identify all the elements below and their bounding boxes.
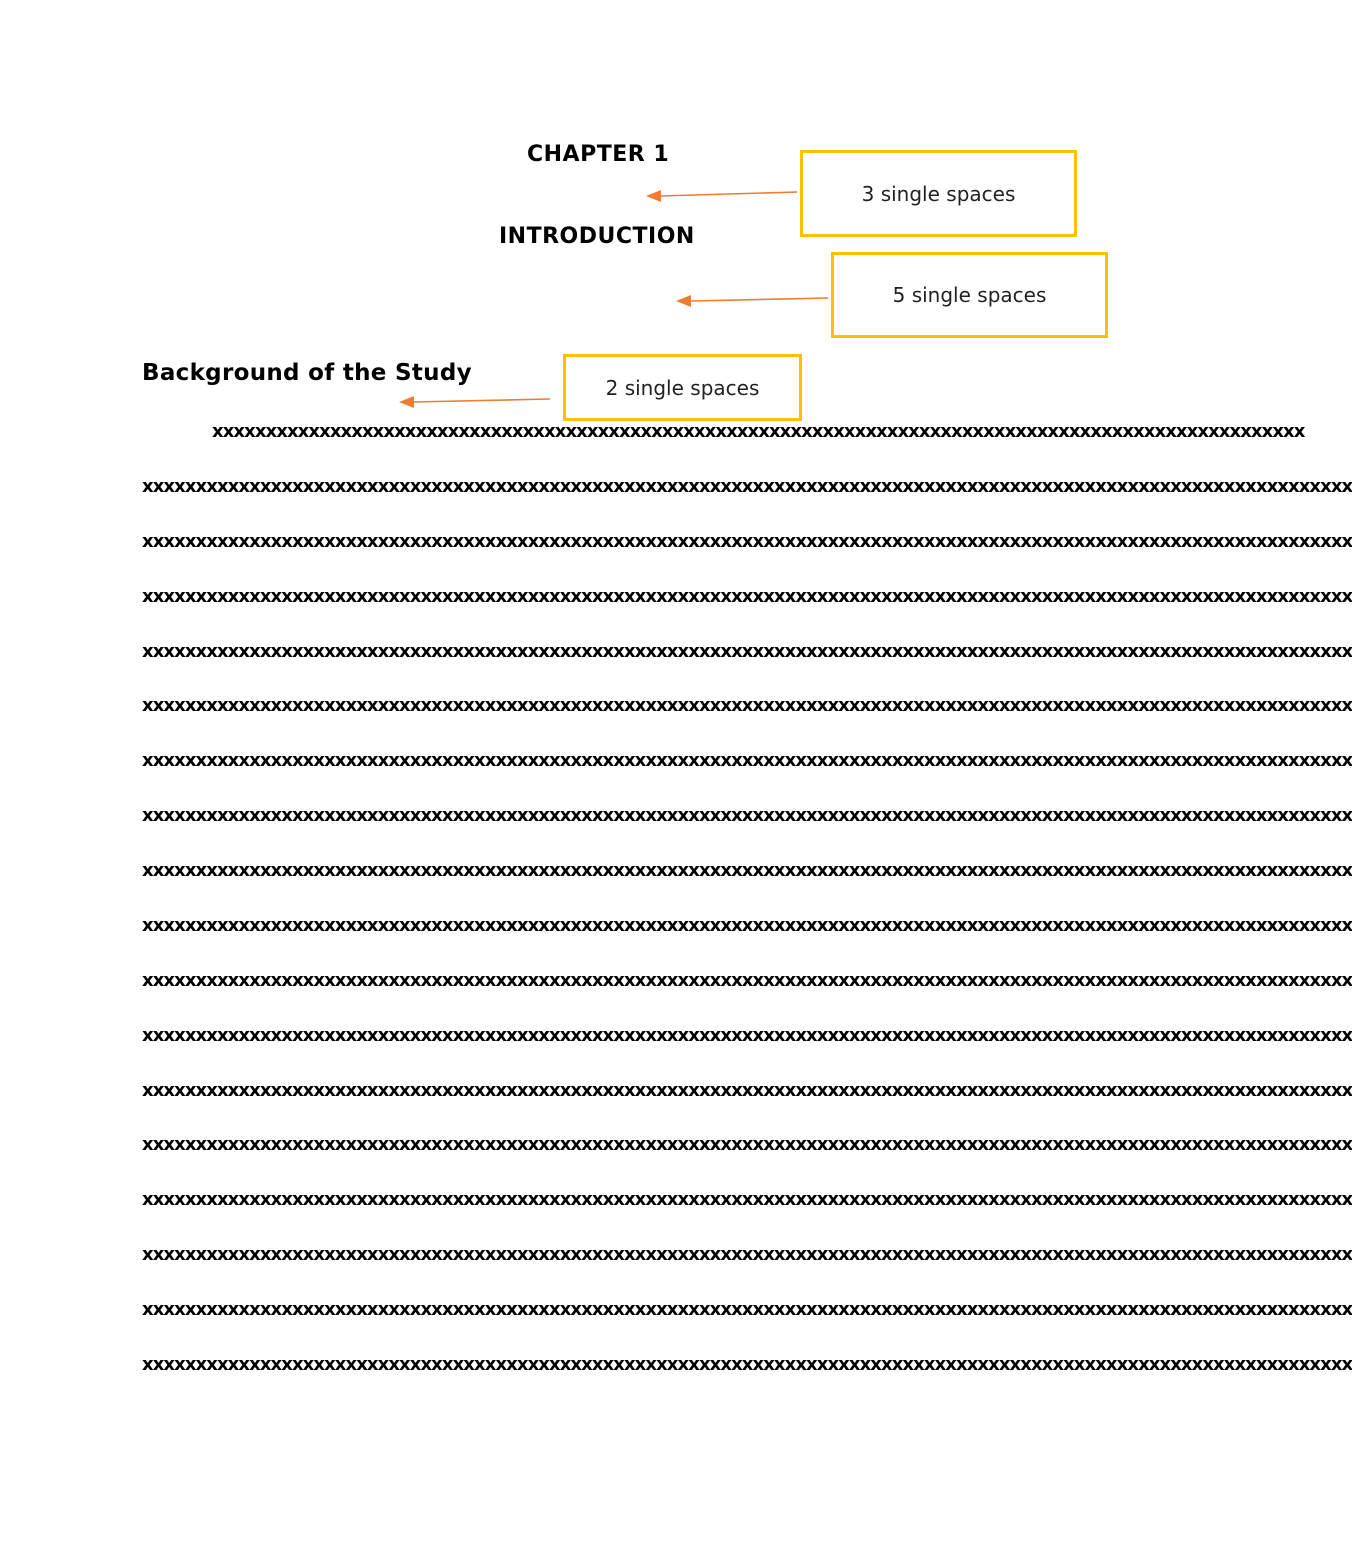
callout-3-single-spaces [800,150,1077,237]
callout-label: 2 single spaces [605,375,760,400]
body-line: xxxxxxxxxxxxxxxxxxxxxxxxxxxxxxxxxxxxxxxxxxxxxxxxxxxxxxxxxxxxxxxxxxxxxxxxxxxxxxxxxxxxxxxxxxxxxxxxxxxxxxxxxxxxxxxxx [142,805,1352,826]
chapter-name: INTRODUCTION [499,224,695,249]
body-line: xxxxxxxxxxxxxxxxxxxxxxxxxxxxxxxxxxxxxxxxxxxxxxxxxxxxxxxxxxxxxxxxxxxxxxxxxxxxxxxxxxxxxxxxxxxxxxxxxxxxxxxxxxxxxxxxx [142,641,1352,662]
body-line: xxxxxxxxxxxxxxxxxxxxxxxxxxxxxxxxxxxxxxxxxxxxxxxxxxxxxxxxxxxxxxxxxxxxxxxxxxxxxxxxxxxxxxxxxxxxxxxxxxxxxxxxxxxxxxxxx [142,586,1352,607]
body-line: xxxxxxxxxxxxxxxxxxxxxxxxxxxxxxxxxxxxxxxxxxxxxxxxxxxxxxxxxxxxxxxxxxxxxxxxxxxxxxxxxxxxxxxxxxxxxxxxxxxxxxxxxxxxxxxxx [142,970,1352,991]
body-line: xxxxxxxxxxxxxxxxxxxxxxxxxxxxxxxxxxxxxxxxxxxxxxxxxxxxxxxxxxxxxxxxxxxxxxxxxxxxxxxxxxxxxxxxxxxxxxxxxxxxxxxxxxxxxxxxx [142,1299,1352,1320]
body-line: xxxxxxxxxxxxxxxxxxxxxxxxxxxxxxxxxxxxxxxxxxxxxxxxxxxxxxxxxxxxxxxxxxxxxxxxxxxxxxxxxxxxxxxxxxxxxxxxxxxxxxxxxxxxxxxxx [142,750,1352,771]
callout-5-single-spaces [831,252,1108,338]
callout-2-single-spaces [563,354,802,421]
callout-label: 5 single spaces [892,283,1047,307]
callout-label: 3 single spaces [861,181,1016,206]
body-line: xxxxxxxxxxxxxxxxxxxxxxxxxxxxxxxxxxxxxxxxxxxxxxxxxxxxxxxxxxxxxxxxxxxxxxxxxxxxxxxxxxxxxxxxxxxxxxxxxxxxxxxxxxxxxxxxx [142,476,1352,497]
body-line: xxxxxxxxxxxxxxxxxxxxxxxxxxxxxxxxxxxxxxxxxxxxxxxxxxxxxxxxxxxxxxxxxxxxxxxxxxxxxxxxxxxxxxxxxxxxxxxxxxxxxxxxxxxxxxxxx [142,695,1352,716]
body-line: xxxxxxxxxxxxxxxxxxxxxxxxxxxxxxxxxxxxxxxxxxxxxxxxxxxxxxxxxxxxxxxxxxxxxxxxxxxxxxxxxxxxxxxxxxxxxxxxxxxxxxxxxxxxxxxxx [142,1025,1352,1046]
arrow-3-single-spaces [646,190,797,202]
body-line: xxxxxxxxxxxxxxxxxxxxxxxxxxxxxxxxxxxxxxxxxxxxxxxxxxxxxxxxxxxxxxxxxxxxxxxxxxxxxxxxxxxxxxxxxxxxxxxxxxxxxxxxxxxxxxxxx [142,860,1352,881]
body-line: xxxxxxxxxxxxxxxxxxxxxxxxxxxxxxxxxxxxxxxxxxxxxxxxxxxxxxxxxxxxxxxxxxxxxxxxxxxxxxxxxxxxxxxxxxxxxxxxxxxxxxxxxxxxxxxxx [142,531,1352,552]
body-line: xxxxxxxxxxxxxxxxxxxxxxxxxxxxxxxxxxxxxxxxxxxxxxxxxxxxxxxxxxxxxxxxxxxxxxxxxxxxxxxxxxxxxxxxxxxxxxxxxxxxxxxxxxxxxxxxx [142,915,1352,936]
body-line: xxxxxxxxxxxxxxxxxxxxxxxxxxxxxxxxxxxxxxxxxxxxxxxxxxxxxxxxxxxxxxxxxxxxxxxxxxxxxxxxxxxxxxxxxxxxxxxxxxxxxxxxxxxxxxxxx [142,1354,1352,1375]
chapter-title: CHAPTER 1 [527,142,670,167]
body-line: xxxxxxxxxxxxxxxxxxxxxxxxxxxxxxxxxxxxxxxxxxxxxxxxxxxxxxxxxxxxxxxxxxxxxxxxxxxxxxxxxxxxxxxxxxxxxxxxxxxxxxxxxxxxxxxxx [142,1134,1352,1155]
body-line: xxxxxxxxxxxxxxxxxxxxxxxxxxxxxxxxxxxxxxxxxxxxxxxxxxxxxxxxxxxxxxxxxxxxxxxxxxxxxxxxxxxxxxxxxxxxxxxxxxxxxxxxxxxxxxxxx [142,1080,1352,1101]
body-line: xxxxxxxxxxxxxxxxxxxxxxxxxxxxxxxxxxxxxxxxxxxxxxxxxxxxxxxxxxxxxxxxxxxxxxxxxxxxxxxxxxxxxxxxxxxxxxxxxxxxxxxxxxxxxxxxx [142,1189,1352,1210]
arrow-2-single-spaces [399,396,550,408]
arrow-5-single-spaces [676,295,828,307]
body-line: xxxxxxxxxxxxxxxxxxxxxxxxxxxxxxxxxxxxxxxxxxxxxxxxxxxxxxxxxxxxxxxxxxxxxxxxxxxxxxxxxxxxxxxxxxxxxxxxxxxxxxxxxxxxxxxxx [142,1244,1352,1265]
section-title: Background of the Study [142,360,472,386]
body-line: xxxxxxxxxxxxxxxxxxxxxxxxxxxxxxxxxxxxxxxxxxxxxxxxxxxxxxxxxxxxxxxxxxxxxxxxxxxxxxxxxxxxxxxxxxxxxxxxxxxxxx [212,421,1305,442]
